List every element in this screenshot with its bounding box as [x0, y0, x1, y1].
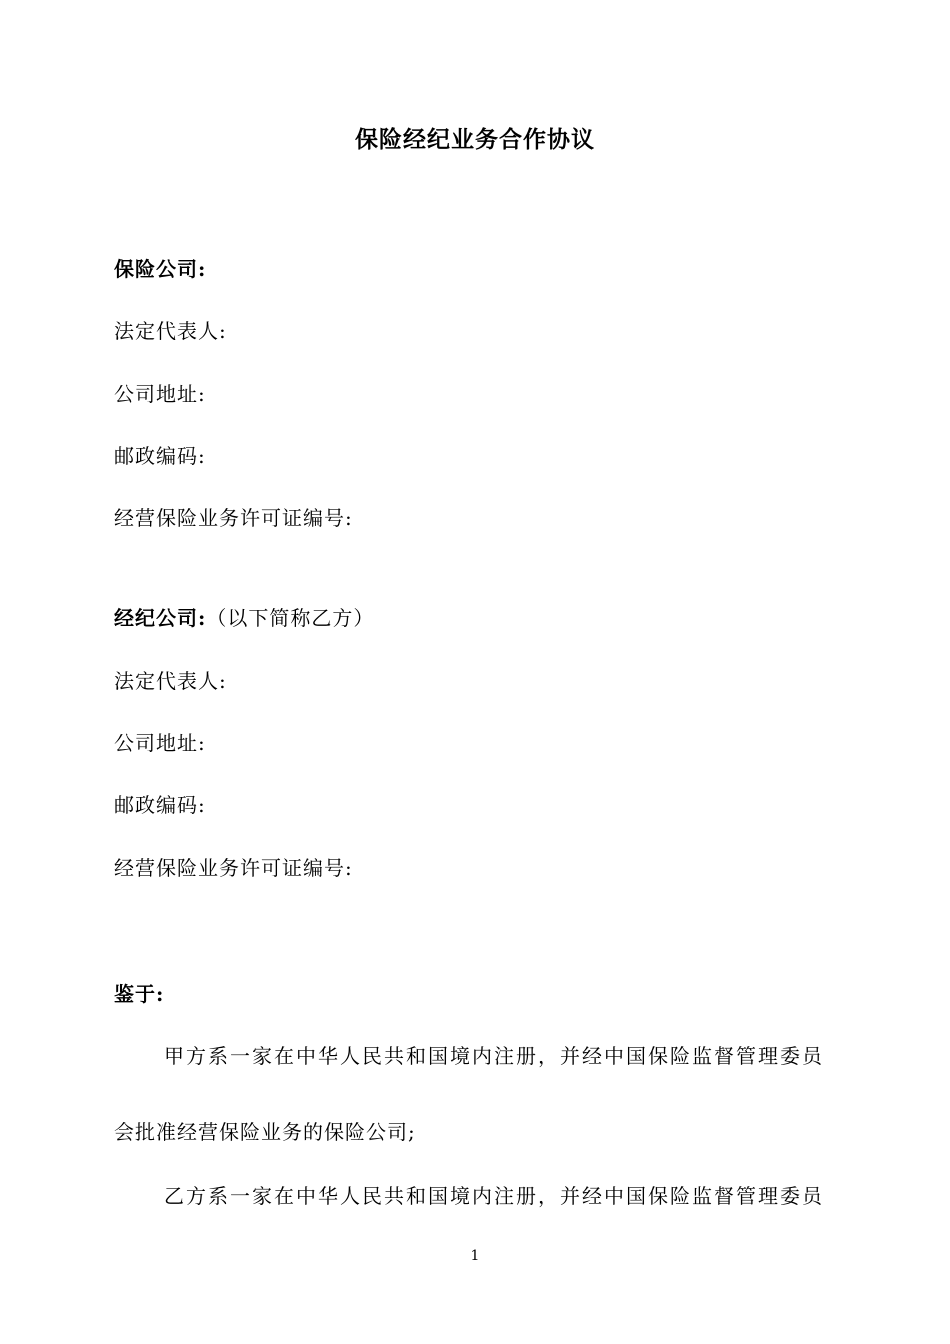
whereas-paragraph-line: 会批准经营保险业务的保险公司; — [114, 1120, 416, 1144]
whereas-paragraph-line: 乙方系一家在中华人民共和国境内注册，并经中国保险监督管理委员 — [164, 1184, 824, 1208]
party-b-address: 公司地址: — [114, 731, 206, 755]
party-a-license-number: 经营保险业务许可证编号: — [114, 506, 353, 530]
document-title: 保险经纪业务合作协议 — [355, 126, 595, 153]
party-b-heading-note: （以下简称乙方） — [206, 606, 375, 630]
party-b-license-number: 经营保险业务许可证编号: — [114, 856, 353, 880]
whereas-heading: 鉴于: — [114, 982, 165, 1006]
party-a-legal-representative: 法定代表人: — [114, 319, 227, 343]
party-a-postal-code: 邮政编码: — [114, 444, 206, 468]
whereas-paragraph-line: 甲方系一家在中华人民共和国境内注册，并经中国保险监督管理委员 — [164, 1044, 824, 1068]
page-number: 1 — [470, 1248, 480, 1264]
party-a-heading: 保险公司: — [114, 257, 207, 281]
party-a-address: 公司地址: — [114, 382, 206, 406]
party-b-postal-code: 邮政编码: — [114, 793, 206, 817]
party-b-heading: 经纪公司: — [114, 606, 207, 630]
party-b-legal-representative: 法定代表人: — [114, 669, 227, 693]
party-b-heading-line — [114, 603, 374, 633]
